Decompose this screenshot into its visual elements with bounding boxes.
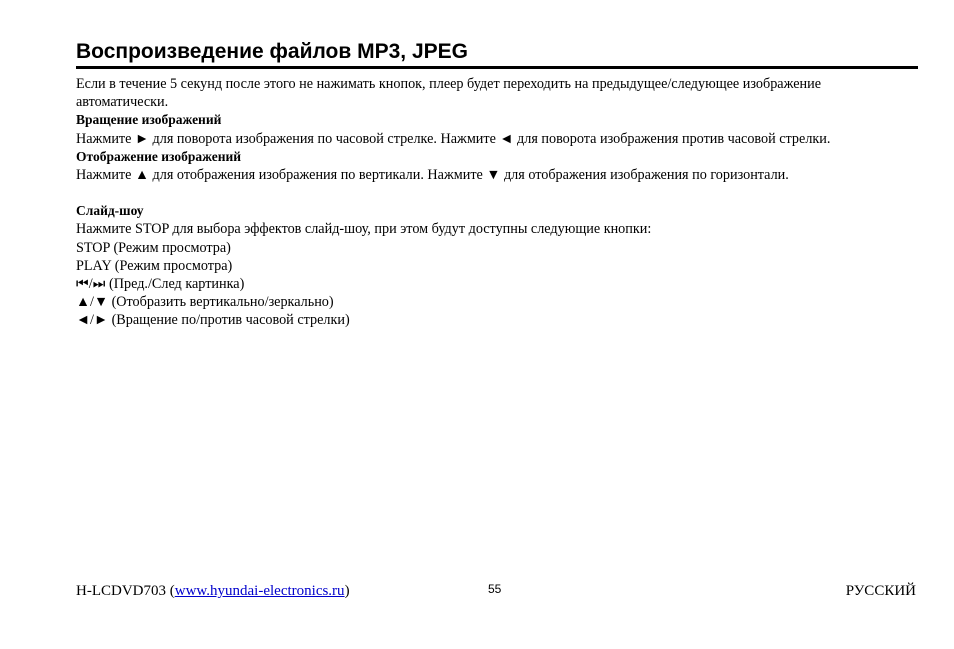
rotate-paragraph: Нажмите ► для поворота изображения по часовой стрелке. Нажмите ◄ для поворота изображения против часовой стрелки.	[76, 130, 831, 147]
slideshow-item-play: PLAY (Режим просмотра)	[76, 257, 233, 274]
page-content	[76, 75, 906, 330]
page-title: Воспроизведение файлов MP3, JPEG	[76, 38, 918, 69]
slideshow-item-flip: ▲/▼ (Отобразить вертикально/зеркально)	[76, 294, 334, 311]
footer-website-link[interactable]: www.hyundai-electronics.ru	[174, 583, 345, 599]
flip-heading: Отображение изображений	[76, 148, 242, 164]
footer-model-text: H-LCDVD703 (	[76, 583, 175, 599]
slideshow-item-stop: STOP (Режим просмотра)	[76, 239, 231, 256]
slideshow-paragraph: Нажмите STOP для выбора эффектов слайд-шоу, при этом будут доступны следующие кнопки:	[76, 221, 652, 238]
intro-paragraph: Если в течение 5 секунд после этого не нажимать кнопок, плеер будет переходить на предыдущее/следующее изображение автоматически.	[76, 76, 821, 111]
rotate-heading: Вращение изображений	[76, 112, 222, 128]
flip-paragraph: Нажмите ▲ для отображения изображения по вертикали. Нажмите ▼ для отображения изображения по горизонтали.	[76, 167, 789, 184]
page-number: 55	[488, 582, 502, 596]
footer-language: РУССКИЙ	[845, 583, 916, 599]
slideshow-heading: Слайд-шоу	[76, 203, 144, 219]
slideshow-item-prev-next: ⏮/⏭ (Пред./След картинка)	[76, 276, 245, 293]
spacer	[76, 184, 906, 202]
slideshow-item-rotate: ◄/► (Вращение по/против часовой стрелки)	[76, 312, 350, 329]
footer-model-close: )	[344, 583, 350, 599]
footer-model	[76, 582, 350, 600]
